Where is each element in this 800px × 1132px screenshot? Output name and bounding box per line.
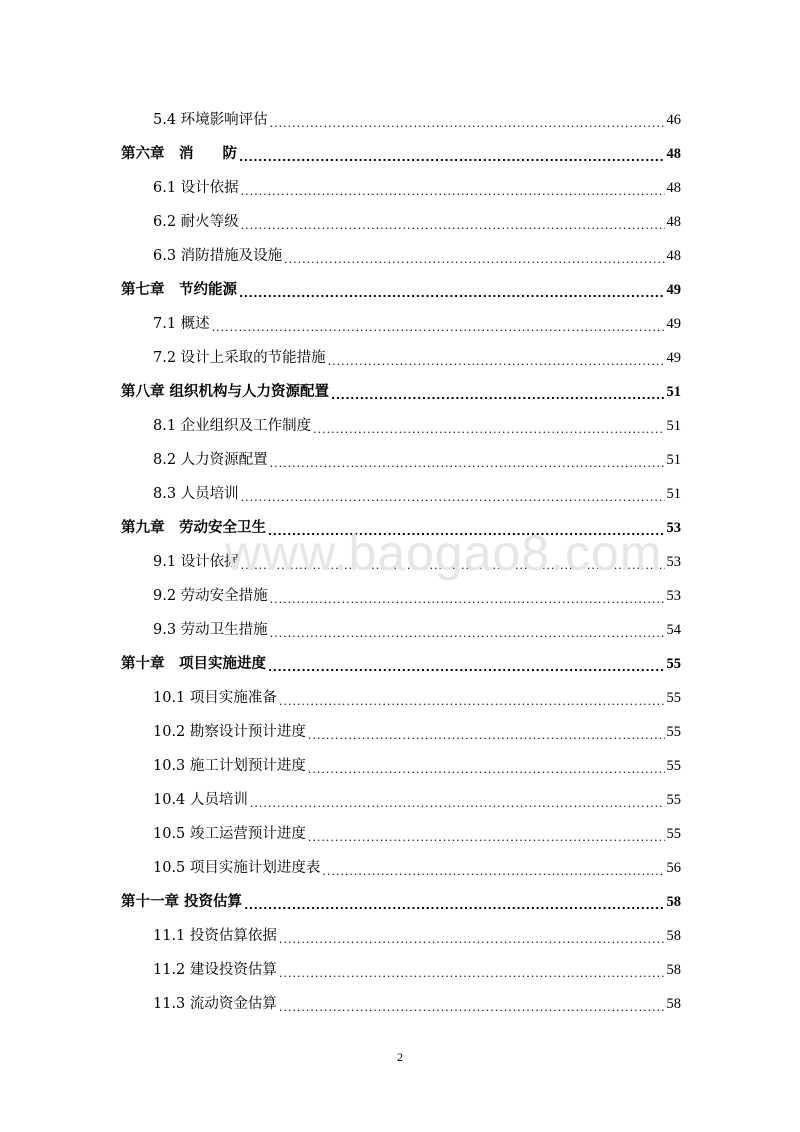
toc-entry-page-number: 51 <box>666 452 681 468</box>
toc-entry-label: 6.2 耐火等级 <box>153 214 239 230</box>
toc-dot-leader <box>212 313 665 335</box>
toc-dot-leader <box>308 755 665 777</box>
toc-entry-label: 第六章 消 防 <box>121 146 237 162</box>
toc-section-entry[interactable] <box>153 823 681 845</box>
toc-entry-label: 10.3 施工计划预计进度 <box>153 758 306 774</box>
toc-entry-page-number: 51 <box>666 418 681 434</box>
toc-dot-leader <box>239 279 665 301</box>
toc-chapter-entry[interactable] <box>121 143 681 165</box>
toc-entry-page-number: 56 <box>666 860 681 876</box>
toc-section-entry[interactable] <box>153 789 681 811</box>
toc-dot-leader <box>279 925 665 947</box>
toc-entry-page-number: 49 <box>666 316 681 332</box>
page-number: 2 <box>397 1050 403 1064</box>
toc-entry-page-number: 48 <box>666 248 681 264</box>
toc-dot-leader <box>279 687 665 709</box>
toc-dot-leader <box>241 177 665 199</box>
toc-section-entry[interactable] <box>153 993 681 1015</box>
toc-chapter-entry[interactable] <box>121 279 681 301</box>
toc-section-entry[interactable] <box>153 415 681 437</box>
toc-entry-page-number: 55 <box>666 656 681 672</box>
toc-entry-label: 9.2 劳动安全措施 <box>153 588 268 604</box>
toc-dot-leader <box>313 415 664 437</box>
toc-dot-leader <box>268 653 665 675</box>
toc-entry-page-number: 48 <box>666 214 681 230</box>
toc-entry-label: 第十章 项目实施进度 <box>121 656 266 672</box>
toc-section-entry[interactable] <box>153 619 681 641</box>
toc-dot-leader <box>308 823 665 845</box>
toc-entry-label: 10.1 项目实施准备 <box>153 690 277 706</box>
toc-dot-leader <box>270 585 665 607</box>
toc-dot-leader <box>308 721 665 743</box>
toc-dot-leader <box>241 483 665 505</box>
toc-entry-label: 11.1 投资估算依据 <box>153 928 277 944</box>
toc-dot-leader <box>284 245 664 267</box>
toc-dot-leader <box>270 449 665 471</box>
toc-dot-leader <box>270 109 665 131</box>
toc-entry-label: 5.4 环境影响评估 <box>153 112 268 128</box>
toc-dot-leader <box>241 211 665 233</box>
toc-chapter-entry[interactable] <box>121 517 681 539</box>
toc-dot-leader <box>270 619 665 641</box>
toc-chapter-entry[interactable] <box>121 381 681 403</box>
toc-entry-label: 9.1 设计依据 <box>153 554 239 570</box>
toc-entry-label: 7.1 概述 <box>153 316 210 332</box>
toc-section-entry[interactable] <box>153 449 681 471</box>
toc-entry-page-number: 55 <box>666 792 681 808</box>
toc-entry-page-number: 55 <box>666 758 681 774</box>
toc-dot-leader <box>241 551 665 573</box>
toc-chapter-entry[interactable] <box>121 891 681 913</box>
toc-dot-leader <box>328 347 665 369</box>
toc-dot-leader <box>279 993 665 1015</box>
toc-entry-page-number: 49 <box>666 282 681 298</box>
toc-entry-page-number: 49 <box>666 350 681 366</box>
toc-entry-page-number: 51 <box>666 486 681 502</box>
toc-entry-label: 11.3 流动资金估算 <box>153 996 277 1012</box>
toc-section-entry[interactable] <box>153 755 681 777</box>
toc-dot-leader <box>268 517 665 539</box>
toc-entry-label: 10.5 竣工运营预计进度 <box>153 826 306 842</box>
toc-entry-page-number: 58 <box>666 962 681 978</box>
toc-entry-page-number: 51 <box>666 384 681 400</box>
toc-section-entry[interactable] <box>153 925 681 947</box>
toc-entry-label: 7.2 设计上采取的节能措施 <box>153 350 326 366</box>
toc-section-entry[interactable] <box>153 177 681 199</box>
toc-section-entry[interactable] <box>153 857 681 879</box>
toc-entry-page-number: 48 <box>666 180 681 196</box>
toc-dot-leader <box>250 789 665 811</box>
watermark: www.baogao8.com <box>225 525 663 581</box>
toc-dot-leader <box>244 891 664 913</box>
toc-section-entry[interactable] <box>153 551 681 573</box>
toc-entry-label: 9.3 劳动卫生措施 <box>153 622 268 638</box>
toc-section-entry[interactable] <box>153 483 681 505</box>
toc-entry-page-number: 46 <box>666 112 681 128</box>
toc-entry-page-number: 53 <box>666 520 681 536</box>
toc-entry-label: 第八章 组织机构与人力资源配置 <box>121 384 330 400</box>
toc-section-entry[interactable] <box>153 245 681 267</box>
toc-entry-label: 10.4 人员培训 <box>153 792 248 808</box>
toc-entry-page-number: 53 <box>666 588 681 604</box>
toc-entry-page-number: 48 <box>666 146 681 162</box>
toc-entry-label: 第九章 劳动安全卫生 <box>121 520 266 536</box>
toc-entry-page-number: 53 <box>666 554 681 570</box>
toc-section-entry[interactable] <box>153 347 681 369</box>
toc-chapter-entry[interactable] <box>121 653 681 675</box>
toc-dot-leader <box>279 959 665 981</box>
toc-entry-page-number: 58 <box>666 894 681 910</box>
toc-section-entry[interactable] <box>153 721 681 743</box>
toc-entry-label: 第七章 节约能源 <box>121 282 237 298</box>
toc-section-entry[interactable] <box>153 109 681 131</box>
toc-entry-label: 8.2 人力资源配置 <box>153 452 268 468</box>
toc-entry-label: 8.3 人员培训 <box>153 486 239 502</box>
toc-section-entry[interactable] <box>153 687 681 709</box>
toc-section-entry[interactable] <box>153 585 681 607</box>
toc-section-entry[interactable] <box>153 959 681 981</box>
toc-dot-leader <box>322 857 664 879</box>
toc-entry-page-number: 54 <box>666 622 681 638</box>
toc-entry-label: 11.2 建设投资估算 <box>153 962 277 978</box>
toc-entry-page-number: 55 <box>666 690 681 706</box>
toc-entry-label: 第十一章 投资估算 <box>121 894 243 910</box>
toc-dot-leader <box>239 143 665 165</box>
toc-entry-page-number: 55 <box>666 724 681 740</box>
toc-entry-label: 10.5 项目实施计划进度表 <box>153 860 321 876</box>
toc-section-entry[interactable] <box>153 211 681 233</box>
toc-section-entry[interactable] <box>153 313 681 335</box>
toc-dot-leader <box>331 381 664 403</box>
toc-entry-label: 6.3 消防措施及设施 <box>153 248 283 264</box>
toc-entry-label: 6.1 设计依据 <box>153 180 239 196</box>
toc-entry-page-number: 58 <box>666 928 681 944</box>
toc-entry-label: 10.2 勘察设计预计进度 <box>153 724 306 740</box>
toc-entry-page-number: 58 <box>666 996 681 1012</box>
toc-entry-page-number: 55 <box>666 826 681 842</box>
toc-entry-label: 8.1 企业组织及工作制度 <box>153 418 312 434</box>
